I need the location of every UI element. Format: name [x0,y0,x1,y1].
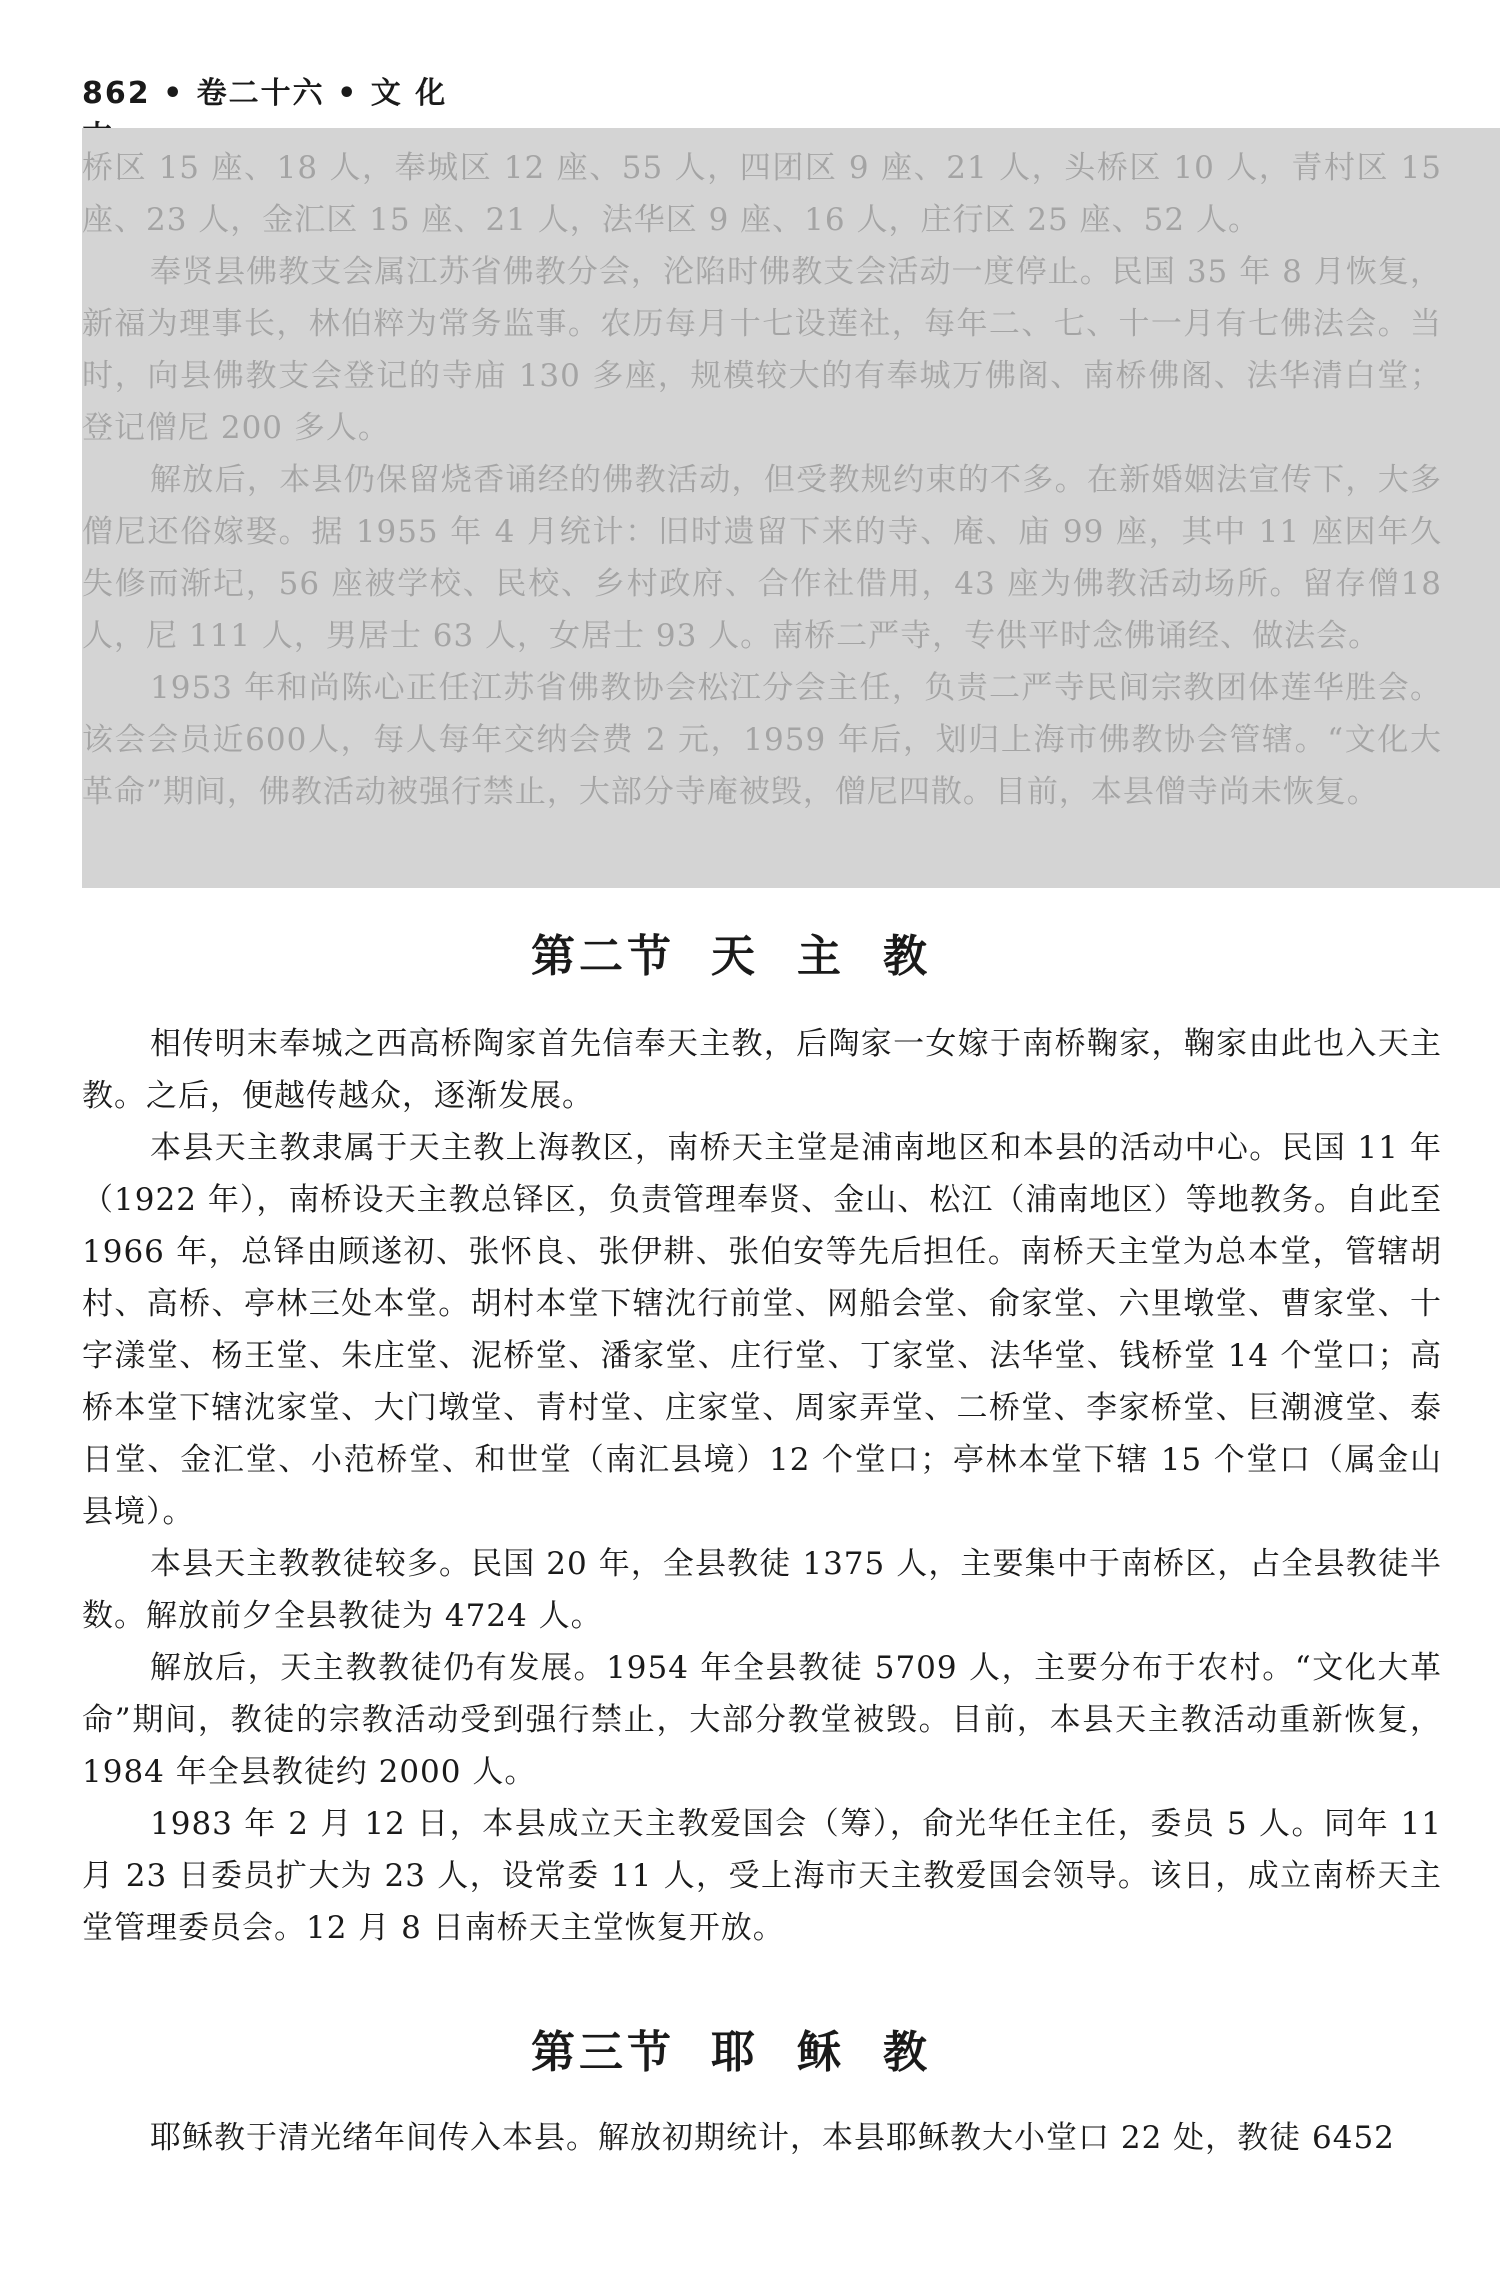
paragraph: 1983 年 2 月 12 日，本县成立天主教爱国会（筹），俞光华任主任，委员 5 人。同年 11 月 23 日委员扩大为 23 人，设常委 11 人，受上海市天主教爱国会领导。该日，成立南桥天主堂管理委员会。12 月 8 日南桥天主堂恢复开放。 [82,1806,1442,1946]
section-name: 天主教 [711,931,969,982]
section-name: 耶稣教 [711,2027,969,2078]
running-header: 862 • 卷二十六 • 文 化 [82,68,478,164]
paragraph: 耶稣教于清光绪年间传入本县。解放初期统计，本县耶稣教大小堂口 22 处，教徒 6452 [150,2120,1395,2156]
paragraph: 解放后，本县仍保留烧香诵经的佛教活动，但受教规约束的不多。在新婚姻法宣传下，大多僧尼还俗嫁娶。据 1955 年 4 月统计：旧时遗留下来的寺、庵、庙 99 座，其中 11 座因年久失修而渐圮，56 座被学校、民校、乡村政府、合作社借用，43 座为佛教活动场所。留存僧18 人，尼 111 人，男居士 63 人，女居士 93 人。南桥二严寺，专供平时念佛诵经、做法会。 [82,462,1442,654]
paragraph: 本县天主教隶属于天主教上海教区，南桥天主堂是浦南地区和本县的活动中心。民国 11 年（1922 年），南桥设天主教总铎区，负责管理奉贤、金山、松江（浦南地区）等地教务。自此至 1966 年，总铎由顾遂初、张怀良、张伊耕、张伯安等先后担任。南桥天主堂为总本堂，管辖胡村、高桥、亭林三处本堂。胡村本堂下辖沈行前堂、网船会堂、俞家堂、六里墩堂、曹家堂、十字漾堂、杨王堂、朱庄堂、泥桥堂、潘家堂、庄行堂、丁家堂、法华堂、钱桥堂 14 个堂口；高桥本堂下辖沈家堂、大门墩堂、青村堂、庄家堂、周家弄堂、二桥堂、李家桥堂、巨潮渡堂、泰日堂、金汇堂、小范桥堂、和世堂（南汇县境）12 个堂口；亭林本堂下辖 15 个堂口（属金山县境）。 [82,1130,1442,1530]
paragraph: 相传明末奉城之西高桥陶家首先信奉天主教，后陶家一女嫁于南桥鞠家，鞠家由此也入天主教。之后，便越传越众，逐渐发展。 [82,1026,1442,1114]
paragraph: 本县天主教教徒较多。民国 20 年，全县教徒 1375 人，主要集中于南桥区，占全县教徒半数。解放前夕全县教徒为 4724 人。 [82,1546,1442,1634]
protestantism-text [82,2112,1442,2164]
paragraph: 奉贤县佛教支会属江苏省佛教分会，沦陷时佛教支会活动一度停止。民国 35 年 8 月恢复，新福为理事长，林伯粹为常务监事。农历每月十七设莲社，每年二、七、十一月有七佛法会。当时，向县佛教支会登记的寺庙 130 多座，规模较大的有奉城万佛阁、南桥佛阁、法华清白堂；登记僧尼 200 多人。 [82,254,1442,446]
section-number: 第二节 [531,931,675,982]
section-heading-protestantism [0,2016,1500,2080]
section-number: 第三节 [531,2027,675,2078]
catholicism-text [82,1018,1442,1954]
paragraph: 解放后，天主教教徒仍有发展。1954 年全县教徒 5709 人，主要分布于农村。“文化大革命”期间，教徒的宗教活动受到强行禁止，大部分教堂被毁。目前，本县天主教活动重新恢复，1984 年全县教徒约 2000 人。 [82,1650,1442,1790]
section-heading-catholicism [0,920,1500,984]
buddhism-continued-text [82,142,1442,818]
paragraph: 1953 年和尚陈心正任江苏省佛教协会松江分会主任，负责二严寺民间宗教团体莲华胜会。该会会员近600人，每人每年交纳会费 2 元，1959 年后，划归上海市佛教协会管辖。“文化大革命”期间，佛教活动被强行禁止，大部分寺庵被毁，僧尼四散。目前，本县僧寺尚未恢复。 [82,670,1442,810]
paragraph: 桥区 15 座、18 人，奉城区 12 座、55 人，四团区 9 座、21 人，头桥区 10 人，青村区 15 座、23 人，金汇区 15 座、21 人，法华区 9 座、16 人，庄行区 25 座、52 人。 [82,150,1442,238]
